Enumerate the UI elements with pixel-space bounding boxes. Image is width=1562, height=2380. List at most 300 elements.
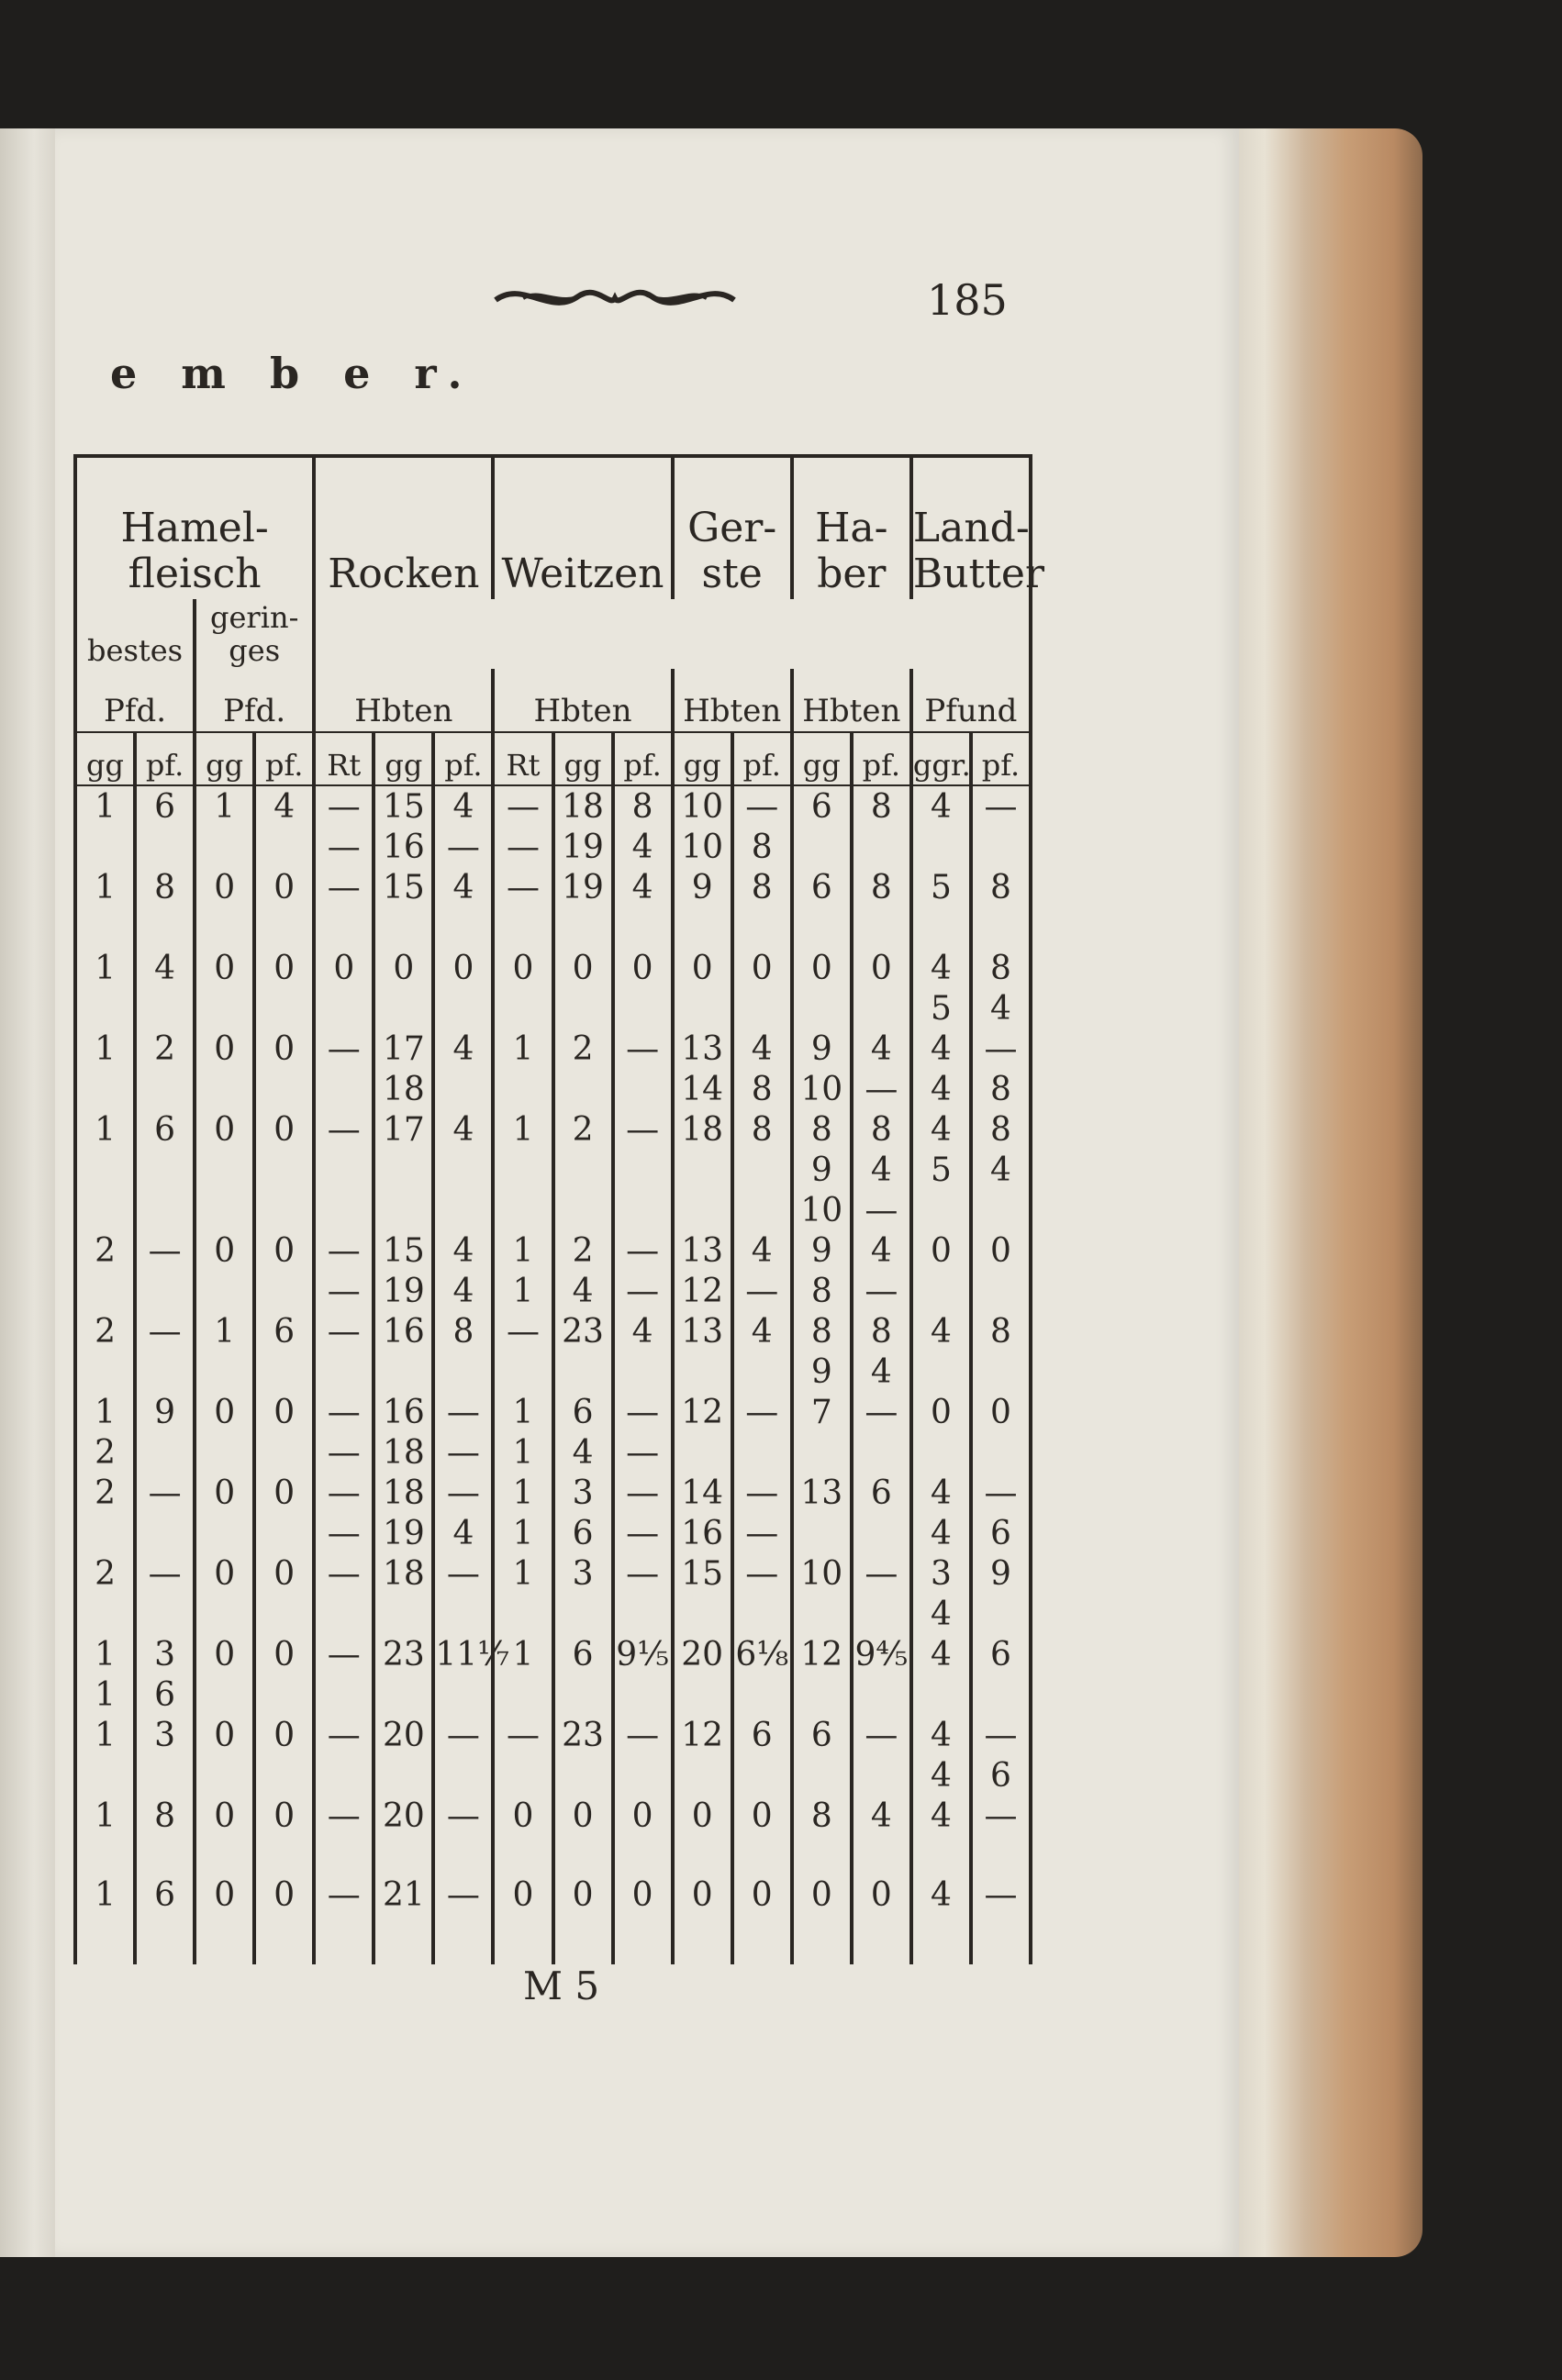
table-cell: [314, 907, 374, 948]
table-cell: 8: [792, 1311, 852, 1351]
table-cell: [673, 1755, 732, 1796]
table-cell: —: [314, 1513, 374, 1553]
table-cell: [374, 1150, 433, 1190]
page-number: 185: [927, 275, 1008, 325]
table-cell: 8: [852, 867, 911, 907]
table-cell: [195, 827, 254, 867]
table-cell: [732, 988, 792, 1029]
table-cell: [553, 988, 613, 1029]
table-cell: [732, 907, 792, 948]
table-cell: —: [971, 1796, 1031, 1836]
table-row: [75, 1069, 1031, 1109]
table-cell: 12: [792, 1634, 852, 1674]
table-cell: 1: [75, 948, 135, 988]
table-cell: 4: [911, 1715, 971, 1755]
table-cell: 4: [971, 1150, 1031, 1190]
table-cell: 4: [553, 1432, 613, 1473]
table-cell: [135, 1190, 195, 1230]
table-cell: 12: [673, 1715, 732, 1755]
table-cell: —: [493, 867, 552, 907]
table-row: [75, 785, 1031, 827]
table-cell: [613, 1069, 673, 1109]
table-cell: 8: [852, 1311, 911, 1351]
table-cell: 4: [971, 988, 1031, 1029]
table-cell: [673, 1351, 732, 1392]
table-cell: —: [314, 1634, 374, 1674]
table-cell: 1: [493, 1029, 552, 1069]
table-cell: —: [613, 1473, 673, 1513]
table-cell: 0: [195, 1634, 254, 1674]
table-cell: [792, 988, 852, 1029]
table-cell: 4: [613, 867, 673, 907]
table-cell: —: [613, 1029, 673, 1069]
table-cell: 4: [911, 1634, 971, 1674]
table-cell: [673, 1836, 732, 1876]
table-cell: —: [852, 1069, 911, 1109]
table-cell: [135, 1069, 195, 1109]
table-row: [75, 1553, 1031, 1594]
table-cell: 8: [613, 785, 673, 827]
table-cell: [314, 988, 374, 1029]
table-cell: 3: [135, 1715, 195, 1755]
table-cell: 8: [135, 1796, 195, 1836]
table-cell: 6: [553, 1392, 613, 1432]
table-cell: 0: [195, 1553, 254, 1594]
table-cell: [75, 1271, 135, 1311]
table-group-header-row: [75, 456, 1031, 599]
table-cell: [852, 827, 911, 867]
table-cell: 0: [553, 1796, 613, 1836]
table-cell: 4: [433, 1513, 493, 1553]
table-cell: 8: [732, 867, 792, 907]
table-cell: [553, 1674, 613, 1715]
column-header-12: gg: [792, 732, 852, 785]
table-cell: —: [971, 1715, 1031, 1755]
table-cell: [374, 1594, 433, 1634]
table-cell: 2: [75, 1432, 135, 1473]
table-cell: 15: [374, 867, 433, 907]
subheader-empty: [314, 599, 1031, 669]
table-cell: 12: [673, 1271, 732, 1311]
table-cell: [433, 1755, 493, 1796]
table-cell: [732, 1594, 792, 1634]
table-cell: [135, 1351, 195, 1392]
table-cell: [195, 1432, 254, 1473]
table-cell: [195, 1513, 254, 1553]
table-cell: —: [433, 1432, 493, 1473]
table-cell: [911, 1674, 971, 1715]
table-cell: [135, 1513, 195, 1553]
table-cell: 0: [254, 1796, 314, 1836]
table-cell: 8: [852, 785, 911, 827]
table-cell: 4: [433, 1109, 493, 1150]
table-cell: [314, 1674, 374, 1715]
table-cell: —: [613, 1109, 673, 1150]
table-cell: 10: [792, 1553, 852, 1594]
table-cell: 1: [493, 1634, 552, 1674]
table-cell: 8: [852, 1109, 911, 1150]
table-cell: [673, 907, 732, 948]
running-head: e m b e r.: [110, 349, 477, 398]
table-cell: —: [971, 785, 1031, 827]
table-cell: [673, 1150, 732, 1190]
table-cell: 18: [673, 1109, 732, 1150]
table-cell: 1: [75, 1876, 135, 1964]
table-cell: —: [433, 1796, 493, 1836]
table-cell: 0: [254, 1876, 314, 1964]
table-cell: 1: [493, 1271, 552, 1311]
table-cell: 4: [852, 1796, 911, 1836]
table-cell: 2: [135, 1029, 195, 1069]
group-header-4: Ha- ber: [792, 456, 911, 599]
table-cell: 13: [792, 1473, 852, 1513]
table-cell: 9: [792, 1029, 852, 1069]
table-cell: —: [314, 1715, 374, 1755]
table-cell: —: [613, 1553, 673, 1594]
table-cell: 1: [195, 1311, 254, 1351]
column-header-7: Rt: [493, 732, 552, 785]
table-cell: 1: [75, 785, 135, 827]
table-cell: [493, 1351, 552, 1392]
table-cell: 4: [911, 1796, 971, 1836]
table-cell: 0: [732, 1796, 792, 1836]
table-cell: [135, 1594, 195, 1634]
table-cell: [314, 1069, 374, 1109]
table-cell: [911, 1836, 971, 1876]
table-cell: [852, 988, 911, 1029]
table-cell: 8: [971, 1311, 1031, 1351]
table-cell: 0: [195, 1230, 254, 1271]
table-row: [75, 1755, 1031, 1796]
table-cell: —: [314, 1311, 374, 1351]
table-cell: 18: [553, 785, 613, 827]
table-cell: 4: [911, 785, 971, 827]
table-cell: 17: [374, 1109, 433, 1150]
table-cell: —: [971, 1473, 1031, 1513]
table-cell: 15: [673, 1553, 732, 1594]
table-cell: 0: [195, 1109, 254, 1150]
table-cell: 6: [553, 1634, 613, 1674]
table-row: [75, 1836, 1031, 1876]
table-cell: [254, 1432, 314, 1473]
table-cell: 0: [792, 948, 852, 988]
table-cell: 0: [852, 948, 911, 988]
table-cell: 6: [254, 1311, 314, 1351]
unit-header-0: Pfd.: [75, 669, 195, 732]
table-cell: [195, 1351, 254, 1392]
table-cell: 8: [135, 867, 195, 907]
table-cell: 0: [195, 1029, 254, 1069]
table-cell: —: [135, 1473, 195, 1513]
table-cell: [732, 1674, 792, 1715]
column-header-8: gg: [553, 732, 613, 785]
table-cell: 0: [911, 1230, 971, 1271]
table-cell: [75, 1836, 135, 1876]
table-cell: 1: [493, 1553, 552, 1594]
table-cell: 10: [792, 1069, 852, 1109]
table-cell: [374, 907, 433, 948]
column-header-9: pf.: [613, 732, 673, 785]
table-cell: [433, 907, 493, 948]
table-cell: [613, 1190, 673, 1230]
table-row: [75, 867, 1031, 907]
table-cell: 5: [911, 1150, 971, 1190]
price-table: [73, 454, 1044, 1964]
table-cell: 13: [673, 1230, 732, 1271]
table-cell: 0: [852, 1876, 911, 1964]
table-cell: 8: [792, 1796, 852, 1836]
table-cell: 0: [911, 1392, 971, 1432]
table-cell: 0: [732, 948, 792, 988]
table-cell: —: [732, 1513, 792, 1553]
table-cell: [374, 1755, 433, 1796]
table-cell: 1: [493, 1109, 552, 1150]
table-cell: —: [135, 1311, 195, 1351]
table-cell: 1: [75, 1392, 135, 1432]
table-cell: [433, 1351, 493, 1392]
table-cell: [254, 1271, 314, 1311]
table-cell: 8: [732, 1069, 792, 1109]
column-header-11: pf.: [732, 732, 792, 785]
table-cell: 18: [374, 1432, 433, 1473]
table-cell: 6: [971, 1634, 1031, 1674]
table-row: [75, 1674, 1031, 1715]
table-cell: 4: [732, 1311, 792, 1351]
table-cell: 8: [732, 827, 792, 867]
table-cell: [971, 1674, 1031, 1715]
table-cell: [911, 1432, 971, 1473]
table-cell: 4: [433, 867, 493, 907]
column-header-0: gg: [75, 732, 135, 785]
table-cell: [852, 1755, 911, 1796]
table-cell: 8: [433, 1311, 493, 1351]
table-cell: 1: [75, 1715, 135, 1755]
table-cell: [135, 1150, 195, 1190]
table-cell: —: [732, 1553, 792, 1594]
table-cell: 4: [911, 1594, 971, 1634]
table-cell: [732, 1836, 792, 1876]
table-cell: [254, 907, 314, 948]
table-cell: 4: [911, 948, 971, 988]
table-cell: [254, 1150, 314, 1190]
table-cell: [135, 1836, 195, 1876]
table-row: [75, 1351, 1031, 1392]
table-row: [75, 1271, 1031, 1311]
table-cell: [374, 988, 433, 1029]
table-cell: [911, 1271, 971, 1311]
table-cell: [792, 1594, 852, 1634]
table-cell: 0: [195, 1473, 254, 1513]
table-cell: 18: [374, 1553, 433, 1594]
table-cell: [195, 1271, 254, 1311]
table-cell: [553, 1190, 613, 1230]
table-cell: 4: [911, 1069, 971, 1109]
table-cell: [75, 827, 135, 867]
table-cell: —: [314, 867, 374, 907]
table-cell: —: [433, 1392, 493, 1432]
column-header-13: pf.: [852, 732, 911, 785]
table-row: [75, 1876, 1031, 1964]
table-cell: 0: [195, 948, 254, 988]
table-cell: 7: [792, 1392, 852, 1432]
table-cell: 6: [792, 1715, 852, 1755]
table-cell: 3: [553, 1473, 613, 1513]
table-cell: 4: [553, 1271, 613, 1311]
table-cell: 1: [493, 1432, 552, 1473]
table-row: [75, 1513, 1031, 1553]
table-cell: —: [314, 1271, 374, 1311]
table-cell: 9⅘: [852, 1634, 911, 1674]
table-cell: [911, 907, 971, 948]
table-cell: [433, 1190, 493, 1230]
table-cell: —: [732, 785, 792, 827]
table-cell: [195, 988, 254, 1029]
table-cell: 19: [374, 1271, 433, 1311]
table-cell: [792, 1513, 852, 1553]
table-cell: 0: [673, 948, 732, 988]
table-cell: 15: [374, 785, 433, 827]
table-cell: 13: [673, 1029, 732, 1069]
table-cell: 1: [75, 1109, 135, 1150]
table-cell: [493, 1069, 552, 1109]
table-cell: 0: [613, 948, 673, 988]
table-cell: 0: [732, 1876, 792, 1964]
table-cell: [553, 1069, 613, 1109]
table-cell: [433, 1674, 493, 1715]
table-cell: —: [493, 785, 552, 827]
table-cell: [195, 1594, 254, 1634]
table-cell: 6: [971, 1513, 1031, 1553]
table-cell: —: [314, 1109, 374, 1150]
unit-header-4: Hbten: [673, 669, 792, 732]
table-cell: [852, 1594, 911, 1634]
table-cell: [613, 1674, 673, 1715]
table-cell: [613, 988, 673, 1029]
table-cell: [673, 1190, 732, 1230]
table-cell: [553, 907, 613, 948]
table-cell: 0: [493, 948, 552, 988]
table-cell: —: [493, 1715, 552, 1755]
table-cell: —: [314, 1029, 374, 1069]
table-cell: —: [314, 1392, 374, 1432]
table-cell: 13: [673, 1311, 732, 1351]
table-cell: 8: [971, 948, 1031, 988]
table-cell: —: [135, 1553, 195, 1594]
table-cell: [254, 1836, 314, 1876]
table-cell: [135, 827, 195, 867]
table-cell: 14: [673, 1473, 732, 1513]
table-cell: 6⅛: [732, 1634, 792, 1674]
table-cell: 4: [135, 948, 195, 988]
table-cell: 0: [195, 1715, 254, 1755]
table-cell: 0: [792, 1876, 852, 1964]
table-cell: 10: [673, 827, 732, 867]
table-cell: [433, 1836, 493, 1876]
table-cell: 4: [433, 1230, 493, 1271]
table-cell: 9: [792, 1351, 852, 1392]
table-cell: 4: [911, 1311, 971, 1351]
table-cell: 9: [792, 1150, 852, 1190]
table-cell: —: [314, 1230, 374, 1271]
table-cell: 2: [75, 1473, 135, 1513]
table-cell: 2: [553, 1109, 613, 1150]
table-cell: [732, 1432, 792, 1473]
table-cell: 1: [493, 1392, 552, 1432]
table-cell: 0: [673, 1876, 732, 1964]
column-header-6: pf.: [433, 732, 493, 785]
table-cell: [613, 1351, 673, 1392]
table-cell: 3: [553, 1553, 613, 1594]
table-cell: —: [493, 1311, 552, 1351]
subheader-geringes: gerin- ges: [195, 599, 314, 669]
table-subheader-row: [75, 599, 1031, 669]
table-cell: [195, 1190, 254, 1230]
table-cell: 6: [135, 1109, 195, 1150]
table-cell: [75, 988, 135, 1029]
table-row: [75, 1594, 1031, 1634]
table-cell: —: [314, 785, 374, 827]
book-fore-edge: [1230, 128, 1423, 2257]
table-cell: [792, 1674, 852, 1715]
table-cell: [195, 1150, 254, 1190]
table-cell: —: [732, 1392, 792, 1432]
table-cell: 0: [195, 1876, 254, 1964]
table-cell: 0: [433, 948, 493, 988]
table-cell: 20: [673, 1634, 732, 1674]
table-cell: [971, 907, 1031, 948]
table-cell: [314, 1594, 374, 1634]
table-cell: 4: [613, 827, 673, 867]
table-cell: [254, 1755, 314, 1796]
table-cell: 0: [195, 1392, 254, 1432]
table-cell: —: [314, 1876, 374, 1964]
table-cell: [254, 827, 314, 867]
table-cell: 0: [254, 1230, 314, 1271]
table-cell: [613, 1755, 673, 1796]
table-cell: 8: [971, 867, 1031, 907]
table-cell: —: [433, 1715, 493, 1755]
table-cell: [254, 1351, 314, 1392]
table-cell: 9: [971, 1553, 1031, 1594]
table-cell: [493, 907, 552, 948]
unit-header-1: Pfd.: [195, 669, 314, 732]
table-cell: 6: [792, 867, 852, 907]
table-cell: [971, 1351, 1031, 1392]
table-cell: [792, 1755, 852, 1796]
table-cell: 6: [792, 785, 852, 827]
table-cell: 3: [135, 1634, 195, 1674]
table-cell: 23: [374, 1634, 433, 1674]
table-cell: [613, 1594, 673, 1634]
table-cell: [493, 1594, 552, 1634]
table-cell: [493, 1836, 552, 1876]
table-cell: 1: [493, 1473, 552, 1513]
table-cell: —: [433, 1553, 493, 1594]
printers-ornament: [486, 271, 743, 326]
table-cell: 4: [911, 1029, 971, 1069]
unit-header-5: Hbten: [792, 669, 911, 732]
table-cell: 11⅐: [435, 1635, 510, 1674]
table-cell: —: [314, 1432, 374, 1473]
table-cell: [971, 1271, 1031, 1311]
table-cell: [553, 1150, 613, 1190]
table-cell: 12: [673, 1392, 732, 1432]
table-cell: 6: [135, 785, 195, 827]
table-cell: [195, 1674, 254, 1715]
table-cell: —: [613, 1432, 673, 1473]
group-header-3: Ger- ste: [673, 456, 792, 599]
table-cell: [75, 1069, 135, 1109]
